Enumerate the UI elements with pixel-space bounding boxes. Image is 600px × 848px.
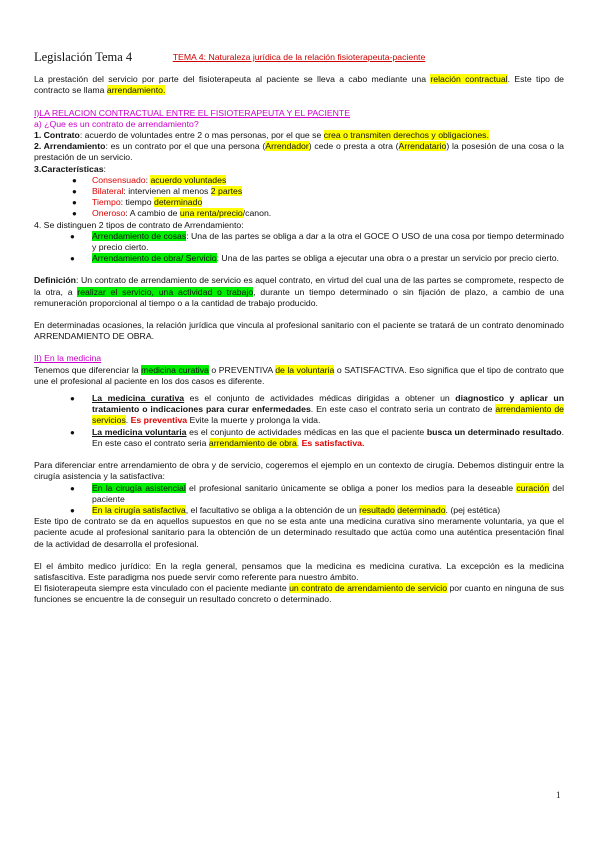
caracteristicas-heading: 3.Características:	[34, 163, 106, 174]
definition-arrendamiento: 2. Arrendamiento: es un contrato por el que una persona (Arrendador) cede o presta a otra (Arrendatario) la posesión de una cosa o la prestación de un servicio.	[34, 141, 565, 163]
section-2-heading: II) En la medicina	[34, 353, 102, 364]
voluntaria-paragraph: Este tipo de contrato se da en aquellos supuestos en que no se esta ante una medicina curativa sino meramente voluntaria, ya que el paciente acude al profesional sanitario para la obtención de un determinado resultado que actúa como una auténtica presentación final de la actividad de desarrolla el profesional.	[34, 516, 564, 549]
page-number: 1	[556, 790, 561, 800]
list-item: ● Arrendamiento de cosas: Una de las partes se obliga a dar a la otra el GOCE O USO de una cosa por tiempo determinado y precio cierto.	[92, 231, 564, 253]
fisio-paragraph: El fisioterapeuta siempre esta vinculado con el paciente mediante un contrato de arrendamiento de servicio por cuanto en ninguna de sus funciones se encuentre la de conseguir un resultado concreto o determinado.	[34, 583, 564, 605]
section-1-subheading: a) ¿Que es un contrato de arrendamiento?	[34, 118, 199, 129]
definition-contrato: 1. Contrato: acuerdo de voluntades entre 2 o mas personas, por el que se crea o transmiten derechos y obligaciones.	[34, 130, 489, 141]
medicina-intro: Tenemos que diferenciar la medicina curativa o PREVENTIVA de la voluntaria o SATISFACTIVA. Eso significa que el tipo de contrato que une el profesional al paciente en los dos casos es diferente.	[34, 364, 564, 386]
list-item: ● En la cirugía satisfactiva, el facultativo se obliga a la obtención de un resultado determinado. (pej estética)	[92, 505, 564, 516]
ambito-paragraph: El el ámbito medico jurídico: En la regla general, pensamos que la medicina es medicina curativa. La excepción es la medicina satisfascitiva. Este paradigma nos puede servir como referente para nuestro ámbito.	[34, 560, 564, 582]
list-item: ● La medicina voluntaria es el conjunto de actividades médicas en las que el paciente busca un determinado resultado. En este caso el contrato seria arrendamiento de obra. Es satisfactiva.	[92, 427, 564, 449]
medicina-list	[34, 393, 564, 449]
tipos-list	[34, 231, 564, 265]
obra-paragraph: En determinadas ocasiones, la relación jurídica que vincula al profesional sanitario con el paciente se tratará de un contrato denominado ARRENDAMIENTO DE OBRA.	[34, 320, 564, 342]
caracteristicas-list	[34, 175, 564, 220]
document-body	[34, 52, 564, 606]
list-item: ● Tiempo: tiempo determinado	[92, 197, 564, 208]
running-header: Legislación Tema 4	[34, 50, 133, 64]
list-item: ● Bilateral: intervienen al menos 2 partes	[92, 186, 564, 197]
section-1-heading: I)LA RELACION CONTRACTUAL ENTRE EL FISIOTERAPEUTA Y EL PACIENTE	[34, 107, 351, 118]
definicion-paragraph: Definición: Un contrato de arrendamiento de servicio es aquel contrato, en virtud del cual una de las partes se compromete, respecto de la otra, a realizar el servicio, una actividad o trabajo, durante un tiempo determinado o sin fijación de plazo, a cambio de una remuneración proporcional al tiempo o a la cantidad de trabajo producido.	[34, 275, 564, 308]
list-item: ● La medicina curativa es el conjunto de actividades médicas dirigidas a obtener un diagnostico y aplicar un tratamiento o indicaciones para curar enfermedades. En este caso el contrato seria un contrato de arrendamiento de servicios. Es preventiva Evite la muerte y prolonga la vida.	[92, 393, 564, 427]
intro-paragraph: La prestación del servicio por parte del fisioterapeuta al paciente se lleva a cabo mediante una relación contractual. Este tipo de contracto se llama arrendamiento.	[34, 74, 564, 96]
list-item: ● Arrendamiento de obra/ Servicio: Una de las partes se obliga a ejecutar una obra o a prestar un servicio por precio cierto.	[92, 253, 564, 264]
tipos-intro: 4. Se distinguen 2 tipos de contrato de Arrendamiento:	[34, 219, 244, 230]
list-item: ● Oneroso: A cambio de una renta/precio/canon.	[92, 208, 564, 219]
list-item: ● Consensuado: acuerdo voluntades	[92, 175, 564, 186]
document-title: TEMA 4: Naturaleza jurídica de la relación fisioterapeuta-paciente	[172, 52, 426, 62]
cirugia-intro: Para diferenciar entre arrendamiento de obra y de servicio, cogeremos el ejemplo en un contexto de cirugía. Debemos distinguir entre la cirugía asistencia y la satisfactiva:	[34, 460, 564, 482]
list-item: ● En la cirugía asistencial el profesional sanitario únicamente se obliga a poner los medios para la deseable curación del paciente	[92, 483, 564, 505]
cirugia-list	[34, 483, 564, 517]
